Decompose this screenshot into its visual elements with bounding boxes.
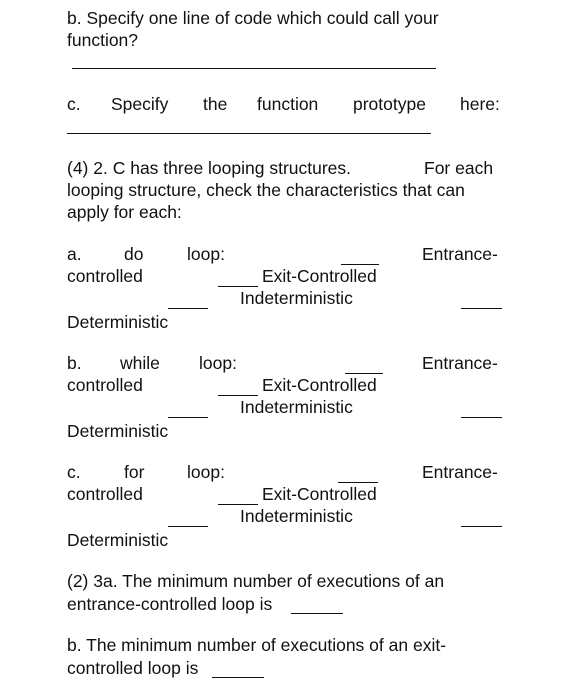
q3a-line2: entrance-controlled loop is: [67, 594, 273, 614]
q1b-line1: b. Specify one line of code which could call your: [67, 8, 439, 28]
q1b-line2: function?: [67, 30, 139, 50]
loop-name: while: [120, 353, 160, 373]
loop-name: for: [124, 462, 145, 482]
q3b-line1: b. The minimum number of executions of an exit-: [67, 635, 447, 655]
loop-letter: a.: [67, 244, 82, 264]
q1c-letter: c.: [67, 94, 81, 114]
exit-controlled-label: Exit-Controlled: [262, 375, 377, 395]
loop-letter: b.: [67, 353, 82, 373]
loop-letter: c.: [67, 462, 81, 482]
controlled-label: controlled: [67, 266, 143, 286]
deterministic-blank[interactable]: [461, 308, 502, 309]
deterministic-blank[interactable]: [461, 417, 502, 418]
deterministic-label: Deterministic: [67, 530, 169, 550]
entrance-label: Entrance-: [422, 244, 498, 264]
q1c-prototype: prototype: [353, 94, 426, 114]
loop-word: loop:: [187, 244, 225, 264]
q3b-answer-blank[interactable]: [212, 677, 264, 678]
entrance-label: Entrance-: [422, 462, 498, 482]
q3a-line1: (2) 3a. The minimum number of executions of an: [67, 571, 445, 591]
loop-word: loop:: [187, 462, 225, 482]
indeterministic-blank[interactable]: [168, 417, 208, 418]
exit-controlled-label: Exit-Controlled: [262, 484, 377, 504]
q2-line3: apply for each:: [67, 202, 182, 222]
q1b-answer-line[interactable]: [72, 68, 436, 69]
q3a-answer-blank[interactable]: [291, 613, 343, 614]
exit-controlled-label: Exit-Controlled: [262, 266, 377, 286]
loop-word: loop:: [199, 353, 237, 373]
deterministic-label: Deterministic: [67, 421, 169, 441]
q1c-the: the: [203, 94, 228, 114]
q3b-line2: controlled loop is: [67, 658, 199, 678]
q2-line1b: For each: [424, 158, 494, 178]
q1c-answer-line[interactable]: [67, 133, 431, 134]
entrance-label: Entrance-: [422, 353, 498, 373]
q1c-function: function: [257, 94, 319, 114]
q2-line1a: (4) 2. C has three looping structures.: [67, 158, 352, 178]
indeterministic-label: Indeterministic: [240, 288, 353, 308]
loop-name: do: [124, 244, 144, 264]
q2-line2: looping structure, check the characteristics that can: [67, 180, 465, 200]
controlled-label: controlled: [67, 375, 143, 395]
indeterministic-label: Indeterministic: [240, 506, 353, 526]
q1c-here: here:: [460, 94, 500, 114]
deterministic-blank[interactable]: [461, 526, 502, 527]
deterministic-label: Deterministic: [67, 312, 169, 332]
indeterministic-label: Indeterministic: [240, 397, 353, 417]
indeterministic-blank[interactable]: [168, 308, 208, 309]
controlled-label: controlled: [67, 484, 143, 504]
q1c-specify: Specify: [111, 94, 169, 114]
indeterministic-blank[interactable]: [168, 526, 208, 527]
